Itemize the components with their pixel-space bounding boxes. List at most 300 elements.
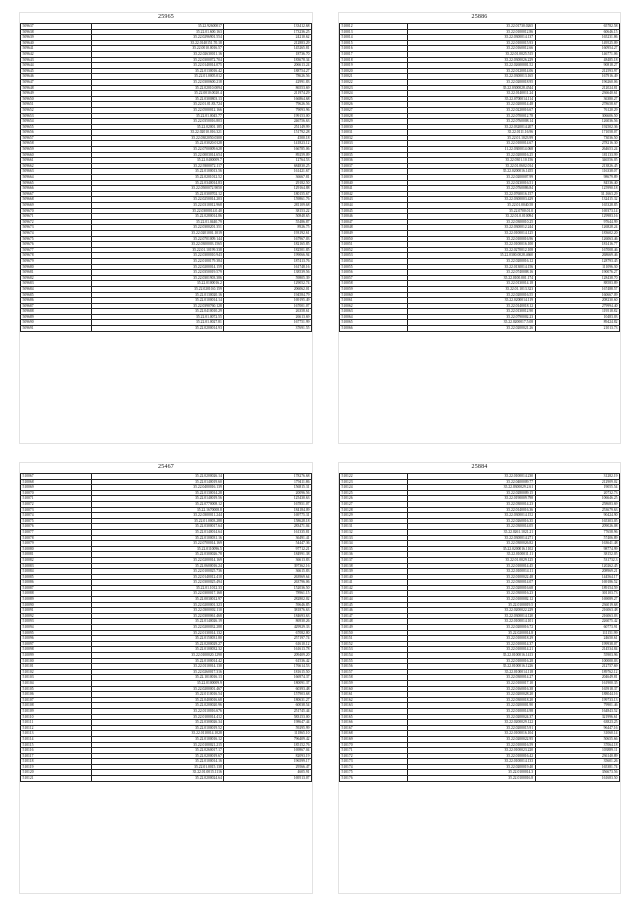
record-id-cell: 509677	[21, 247, 92, 253]
record-id-cell: 510137	[340, 557, 408, 563]
amount-cell: 31282.19	[535, 474, 619, 480]
amount-cell: 192502.36	[535, 124, 619, 130]
table-row	[340, 776, 620, 782]
record-id-cell: 510089	[21, 597, 92, 603]
amount-cell: 278216.30	[535, 141, 619, 147]
amount-cell: 89259.09	[224, 152, 312, 158]
record-id-cell: 509686	[21, 298, 92, 304]
account-code-cell: 35.22.0301.10.156	[408, 158, 535, 164]
record-id-cell: 510095	[21, 630, 92, 636]
amount-cell: 146771.06	[535, 51, 619, 57]
amount-cell: 161900.35	[535, 680, 619, 686]
account-code-cell: 35.22.0110016.676	[91, 708, 223, 714]
account-code-cell: 35.22.0200016.1455	[408, 169, 535, 175]
account-code-cell: 35.22.01.0015.1116	[91, 770, 223, 776]
record-id-cell: 510020	[340, 68, 408, 74]
account-code-cell: 35.22.0160012.66	[408, 46, 535, 52]
record-id-cell: 510058	[340, 281, 408, 287]
account-code-cell: 35.22.01730.0265	[408, 24, 535, 30]
record-id-cell: 509646	[21, 74, 92, 80]
account-code-cell: 35.22.01.0015.138	[91, 764, 223, 770]
amount-cell: 158628.18	[224, 518, 312, 524]
ledger-page-top-right	[339, 13, 620, 443]
record-id-cell: 509681	[21, 270, 92, 276]
record-id-cell: 509675	[21, 236, 92, 242]
record-id-cell: 510170	[340, 742, 408, 748]
account-code-cell: 35.22.0220016.67	[408, 107, 535, 113]
record-id-cell: 510159	[340, 680, 408, 686]
record-id-cell: 509683	[21, 281, 92, 287]
amount-cell: 161683.50	[535, 776, 619, 782]
amount-cell: 138539.56	[224, 270, 312, 276]
amount-cell: 169089.27	[535, 597, 619, 603]
record-id-cell: 510123	[340, 479, 408, 485]
amount-cell: 176614.53	[224, 664, 312, 670]
amount-cell: 86930.26	[224, 619, 312, 625]
record-id-cell: 510055	[340, 264, 408, 270]
record-id-cell: 510087	[21, 585, 92, 591]
amount-cell: 111151.99	[535, 630, 619, 636]
amount-cell: 212909.02	[535, 479, 619, 485]
record-id-cell: 510065	[340, 320, 408, 326]
record-id-cell: 510101	[21, 664, 92, 670]
record-id-cell: 510141	[340, 580, 408, 586]
record-id-cell: 510150	[340, 630, 408, 636]
account-code-cell: 35.22.0200014.119	[408, 298, 535, 304]
amount-cell: 24210.62	[224, 35, 312, 41]
record-id-cell: 510022	[340, 79, 408, 85]
record-id-cell: 510019	[340, 63, 408, 69]
amount-cell: 42991.83	[224, 79, 312, 85]
amount-cell: 209026.08	[535, 524, 619, 530]
ledger-page-bottom-right	[339, 463, 620, 893]
account-code-cell: 35.22.0701009.144	[91, 236, 223, 242]
account-code-cell: 35.22.0100023.220	[408, 748, 535, 754]
amount-cell: 188754.27	[224, 68, 312, 74]
account-code-cell: 35.22.0300028.4544	[408, 85, 535, 91]
account-code-cell: 35.22.0130014.18	[408, 281, 535, 287]
account-code-cell: 35.22.0200001.323	[91, 602, 223, 608]
record-id-cell: 510119	[21, 764, 92, 770]
account-code-cell: 35.22.0390760.128	[91, 303, 223, 309]
record-id-cell: 510107	[21, 697, 92, 703]
amount-cell: 60773.91	[535, 625, 619, 631]
amount-cell: 183602.20	[535, 230, 619, 236]
amount-cell: 50848.65	[224, 214, 312, 220]
record-id-cell: 510026	[340, 102, 408, 108]
account-code-cell: 35.22.0302050.0300	[91, 135, 223, 141]
record-id-cell: 510018	[340, 57, 408, 63]
record-id-cell: 510175	[340, 770, 408, 776]
record-id-cell: 510096	[21, 636, 92, 642]
amount-cell: 116338.07	[535, 169, 619, 175]
table-row	[21, 776, 312, 782]
amount-cell: 133412.68	[224, 24, 312, 30]
record-id-cell: 509674	[21, 230, 92, 236]
account-code-cell: 35.22.0500012.166	[91, 107, 223, 113]
account-code-cell: 35.22.0300017.168	[91, 591, 223, 597]
amount-cell: 10483.03	[535, 314, 619, 320]
record-id-cell: 510115	[21, 742, 92, 748]
amount-cell: 79901.46	[535, 703, 619, 709]
amount-cell: 283471.04	[224, 524, 312, 530]
record-id-cell: 509659	[21, 147, 92, 153]
amount-cell: 236640.61	[535, 91, 619, 97]
amount-cell: 216063.03	[535, 613, 619, 619]
amount-cell: 397362.16	[224, 563, 312, 569]
amount-cell: 90818.27	[535, 63, 619, 69]
amount-cell: 196599.17	[224, 759, 312, 765]
account-code-cell: 35.22.0300014.152	[408, 513, 535, 519]
page-title: 25886	[471, 14, 488, 20]
amount-cell: 429929.33	[224, 625, 312, 631]
record-id-cell: 510168	[340, 731, 408, 737]
record-id-cell: 510104	[21, 680, 92, 686]
amount-cell: 161421.67	[224, 169, 312, 175]
amount-cell: 213826.45	[535, 163, 619, 169]
record-id-cell: 510072	[21, 501, 92, 507]
amount-cell: 263969.64	[224, 574, 312, 580]
record-id-cell: 510111	[21, 720, 92, 726]
amount-cell: 55486.87	[224, 219, 312, 225]
account-code-cell: 35.22.0300017.64	[91, 524, 223, 530]
account-code-cell: 35.22.0300012.244	[408, 225, 535, 231]
record-id-cell: 510073	[21, 507, 92, 513]
account-code-cell: 35.22.0230016.51	[408, 180, 535, 186]
amount-cell: 26613.69	[224, 314, 312, 320]
record-id-cell: 510023	[340, 85, 408, 91]
account-code-cell: 35.22.0300026.78	[91, 552, 223, 558]
record-id-cell: 509679	[21, 258, 92, 264]
account-code-cell: 35.22.0300201.351	[91, 225, 223, 231]
record-id-cell: 509676	[21, 242, 92, 248]
record-id-cell: 510166	[340, 720, 408, 726]
amount-cell: 179411.86	[224, 479, 312, 485]
record-id-cell: 510050	[340, 236, 408, 242]
account-code-cell: 35.22.0300600.218	[91, 79, 223, 85]
amount-cell: 31060.14	[535, 731, 619, 737]
account-code-cell: 35.22.01.0440.79	[91, 219, 223, 225]
record-id-cell: 510142	[340, 585, 408, 591]
amount-cell: 187413.76	[224, 258, 312, 264]
account-code-cell: 35.22.0140016.36	[408, 507, 535, 513]
amount-cell: 126828.24	[535, 225, 619, 231]
account-code-cell: 35.22.0200017.5.08	[408, 320, 535, 326]
amount-cell: 268669.46	[535, 253, 619, 259]
amount-cell: 165231.86	[535, 35, 619, 41]
amount-cell: 61610.12	[224, 641, 312, 647]
record-id-cell: 510016	[340, 46, 408, 52]
record-id-cell: 509637	[21, 24, 92, 30]
account-code-cell: 35.22.0100.001.174	[408, 275, 535, 281]
record-id-cell: 510032	[340, 135, 408, 141]
amount-cell: 169775.31	[224, 513, 312, 519]
account-code-cell: 35.22.0100016.12	[91, 736, 223, 742]
amount-cell: 82093.19	[224, 753, 312, 759]
amount-cell: 26358.61	[224, 309, 312, 315]
amount-cell: 181133.99	[535, 152, 619, 158]
account-code-cell: 35.22.1010016.13	[91, 675, 223, 681]
account-code-cell: 35.22.0201012.52	[91, 175, 223, 181]
amount-cell: 63823.25	[535, 720, 619, 726]
account-code-cell: 35.22.0130020.16	[91, 292, 223, 298]
amount-cell: 160667.09	[535, 292, 619, 298]
account-code-cell: 35.22.0140011.24	[408, 91, 535, 97]
amount-cell: 189762.12	[535, 669, 619, 675]
amount-cell: 181615.50	[224, 669, 312, 675]
record-id-cell: 510045	[340, 208, 408, 214]
record-id-cell: 510012	[340, 24, 408, 30]
amount-cell: 199153.00	[224, 113, 312, 119]
account-code-cell: 35.22.0400009.77	[408, 479, 535, 485]
amount-cell: 208230.60	[535, 298, 619, 304]
record-id-cell: 510049	[340, 230, 408, 236]
account-code-cell: 35.22.0100016.8	[408, 776, 535, 782]
amount-cell: 4605.91	[224, 770, 312, 776]
record-id-cell: 510069	[21, 485, 92, 491]
amount-cell: 36380.27	[535, 96, 619, 102]
record-id-cell: 510030	[340, 124, 408, 130]
record-id-cell: 510041	[340, 186, 408, 192]
amount-cell: 125990.18	[535, 186, 619, 192]
record-id-cell: 510105	[21, 686, 92, 692]
account-code-cell: 35.22.0300013.165	[408, 74, 535, 80]
amount-cell: 79093.96	[224, 107, 312, 113]
account-code-cell: 35.22.0300029.2.61	[408, 485, 535, 491]
record-id-cell: 509682	[21, 275, 92, 281]
account-code-cell: 35.22.0100018.29	[408, 636, 535, 642]
amount-cell: 199938.07	[535, 641, 619, 647]
record-id-cell: 509691	[21, 326, 92, 332]
amount-cell: 253679.63	[535, 507, 619, 513]
amount-cell: 180091.37	[224, 680, 312, 686]
record-id-cell: 510099	[21, 653, 92, 659]
account-code-cell: 35.22.0770008.12	[91, 501, 223, 507]
amount-cell: 31.1663.29	[535, 191, 619, 197]
account-code-cell: 35.22.01.10199.338	[91, 247, 223, 253]
account-code-cell: 35.22.0261.1021.21	[408, 529, 535, 535]
account-code-cell: 35.22.01.0072.55	[91, 314, 223, 320]
account-code-cell: 35.22.0100014.67	[408, 141, 535, 147]
account-code-cell: 35.22.0110014.130	[91, 664, 223, 670]
amount-cell: 583153.00	[224, 714, 312, 720]
amount-cell: 216063.48	[535, 608, 619, 614]
account-code-cell: 35.22.0130016.42	[91, 68, 223, 74]
account-code-cell: 35.22.0300010.25	[408, 219, 535, 225]
record-id-cell: 510060	[340, 292, 408, 298]
account-code-cell: 35.22.0130014.28	[91, 490, 223, 496]
amount-cell: 167851.07	[224, 501, 312, 507]
amount-cell: 36613.83	[224, 557, 312, 563]
account-code-cell: 35.22.02600001.52	[408, 63, 535, 69]
account-code-cell: 35.22.0140019.56	[91, 496, 223, 502]
record-id-cell: 510037	[340, 163, 408, 169]
amount-cell: 98679.89	[535, 175, 619, 181]
amount-cell: 356673.56	[535, 770, 619, 776]
account-code-cell: 35.22.0260017.17	[91, 748, 223, 754]
record-id-cell: 510082	[21, 557, 92, 563]
record-id-cell: 510038	[340, 169, 408, 175]
account-code-cell: 35.22.02010.0.159	[91, 286, 223, 292]
amount-cell: 151792.28	[224, 130, 312, 136]
record-id-cell: 509670	[21, 208, 92, 214]
amount-cell: 178276.68	[224, 474, 312, 480]
account-code-cell: 35.22.01.0040.58	[408, 203, 535, 209]
amount-cell: 36491.41	[224, 535, 312, 541]
amount-cell: 59646.85	[224, 602, 312, 608]
amount-cell: 161335.81	[224, 529, 312, 535]
account-code-cell: 35.22.0410010.29	[91, 309, 223, 315]
amount-cell: 173236.25	[224, 29, 312, 35]
record-id-cell: 510132	[340, 529, 408, 535]
record-id-cell: 509690	[21, 320, 92, 326]
account-code-cell: 35.22.0100014.125	[408, 230, 535, 236]
account-code-cell: 35.22.0100014.42	[91, 658, 223, 664]
account-code-cell: 35.22.0100014.133	[408, 759, 535, 765]
account-code-cell: 35.22.0100025.736	[91, 569, 223, 575]
record-id-cell: 510048	[340, 225, 408, 231]
amount-cell: 165918.37	[535, 686, 619, 692]
page-title: 25965	[158, 14, 174, 20]
amount-cell: 12764.53	[224, 158, 312, 164]
amount-cell: 160954.27	[535, 46, 619, 52]
amount-cell: 132415.32	[535, 197, 619, 203]
account-code-cell: 35.22.01.0602.014	[408, 163, 535, 169]
account-code-cell: 35.22.0030012.97	[91, 597, 223, 603]
account-code-cell: 35.22.0201001.1019	[91, 230, 223, 236]
account-code-cell: 35.22.0300014.271	[408, 535, 535, 541]
amount-cell: 263796.06	[224, 580, 312, 586]
account-code-cell: 35.22.0260017.316	[91, 669, 223, 675]
amount-cell: 199733.13	[535, 697, 619, 703]
amount-cell: 35601.26	[535, 759, 619, 765]
amount-cell: 211974.29	[224, 91, 312, 97]
amount-cell: 100000.03	[535, 658, 619, 664]
account-code-cell: 35.22.0100014.21	[408, 647, 535, 653]
account-code-cell: 35.22.0250014.203	[91, 197, 223, 203]
record-id-cell: 510015	[340, 40, 408, 46]
account-code-cell: 35.22.0100009.9	[91, 680, 223, 686]
ledger-table	[339, 473, 620, 782]
amount-cell: 73036.50	[535, 135, 619, 141]
amount-cell: 212883.29	[224, 40, 312, 46]
amount-cell: 60038.54	[224, 703, 312, 709]
record-id-cell: 509648	[21, 85, 92, 91]
account-code-cell: 35.22.0190009.798	[408, 496, 535, 502]
account-code-cell: 35.22.0200016.25	[408, 152, 535, 158]
amount-cell: 167488.57	[535, 286, 619, 292]
account-code-cell: 35.22.01.0.010094	[408, 214, 535, 220]
amount-cell: 129983.16	[535, 214, 619, 220]
amount-cell: 184991.38	[224, 552, 312, 558]
amount-cell: 161748.16	[224, 264, 312, 270]
account-code-cell: 35.22.0100016.1226	[408, 664, 535, 670]
record-id-cell: 510031	[340, 130, 408, 136]
account-code-cell: 35.22.0100014.412	[91, 714, 223, 720]
account-code-cell: 35.22.0600016.24	[91, 563, 223, 569]
record-id-cell: 510098	[21, 647, 92, 653]
record-id-cell: 510079	[21, 541, 92, 547]
amount-cell: 257197.74	[224, 636, 312, 642]
record-id-cell: 510080	[21, 546, 92, 552]
record-id-cell: 509656	[21, 130, 92, 136]
amount-cell: 281109.68	[224, 203, 312, 209]
amount-cell: 346556.05	[535, 158, 619, 164]
amount-cell: 190076.27	[535, 270, 619, 276]
amount-cell: 166974.37	[224, 675, 312, 681]
amount-cell: 161613.78	[224, 647, 312, 653]
account-code-cell: 35.22.0200015.91	[408, 725, 535, 731]
amount-cell: 145265.81	[224, 46, 312, 52]
record-id-cell: 509689	[21, 314, 92, 320]
record-id-cell: 510075	[21, 518, 92, 524]
record-id-cell: 510062	[340, 303, 408, 309]
record-id-cell: 510127	[340, 501, 408, 507]
account-code-cell: 35.22.01.01.83.724	[91, 102, 223, 108]
amount-cell: 306606.50	[535, 113, 619, 119]
amount-cell: 36667.81	[224, 175, 312, 181]
account-code-cell: 35.22.0400016.139	[91, 485, 223, 491]
record-id-cell: 510133	[340, 535, 408, 541]
table-row	[340, 326, 620, 332]
record-id-cell: 510054	[340, 258, 408, 264]
record-id-cell: 510025	[340, 96, 408, 102]
amount-cell: 183678.34	[224, 57, 312, 63]
account-code-cell: 35.22.0200014.159	[91, 264, 223, 270]
record-id-cell: 510152	[340, 641, 408, 647]
record-id-cell: 509655	[21, 124, 92, 130]
amount-cell: 167916.49	[535, 74, 619, 80]
account-code-cell: 35.22.0100016.2	[91, 281, 223, 287]
account-code-cell: 35.22.0700014.169	[91, 541, 223, 547]
account-code-cell: 35.22.0100016.96	[408, 236, 535, 242]
page-title: 25467	[158, 464, 174, 470]
account-code-cell: 35.22.0140014.64	[91, 529, 223, 535]
record-id-cell: 510039	[340, 175, 408, 181]
record-id-cell: 509687	[21, 303, 92, 309]
amount-cell: 59295.99	[224, 725, 312, 731]
amount-cell: 212593.97	[535, 68, 619, 74]
account-code-cell: 35.22.0300018.20	[408, 697, 535, 703]
record-id-cell: 510068	[21, 479, 92, 485]
account-code-cell: 35.22.0300011.244	[91, 513, 223, 519]
record-id-cell: 509668	[21, 197, 92, 203]
account-code-cell: 35.22.0300061.468	[91, 613, 223, 619]
record-id-cell: 510057	[340, 275, 408, 281]
account-code-cell: 35.22.0760008.14	[408, 119, 535, 125]
account-code-cell: 35.22.01.1013.323	[408, 286, 535, 292]
amount-cell: 59805.39	[224, 275, 312, 281]
account-code-cell: 35.22.01.0045.77	[91, 113, 223, 119]
amount-cell: 169513.07	[224, 776, 312, 782]
amount-cell: 37064.18	[535, 742, 619, 748]
record-id-cell: 510122	[340, 474, 408, 480]
amount-cell: 214534.84	[535, 647, 619, 653]
record-id-cell: 509661	[21, 158, 92, 164]
record-id-cell: 510021	[340, 74, 408, 80]
record-id-cell: 510153	[340, 647, 408, 653]
account-code-cell: 35.22.0100014.3	[408, 770, 535, 776]
record-id-cell: 510151	[340, 636, 408, 642]
account-code-cell: 35.22.0300002.110	[91, 608, 223, 614]
account-code-cell: 35.22.0110016.54	[91, 692, 223, 698]
account-code-cell: 35.22.01.0027.81	[91, 320, 223, 326]
account-code-cell: 35.22.0100014.118	[408, 669, 535, 675]
record-id-cell: 510086	[21, 580, 92, 586]
amount-cell: 60646.15	[535, 29, 619, 35]
record-id-cell: 510034	[340, 147, 408, 153]
account-code-cell: 35.22.0100014.16	[91, 759, 223, 765]
